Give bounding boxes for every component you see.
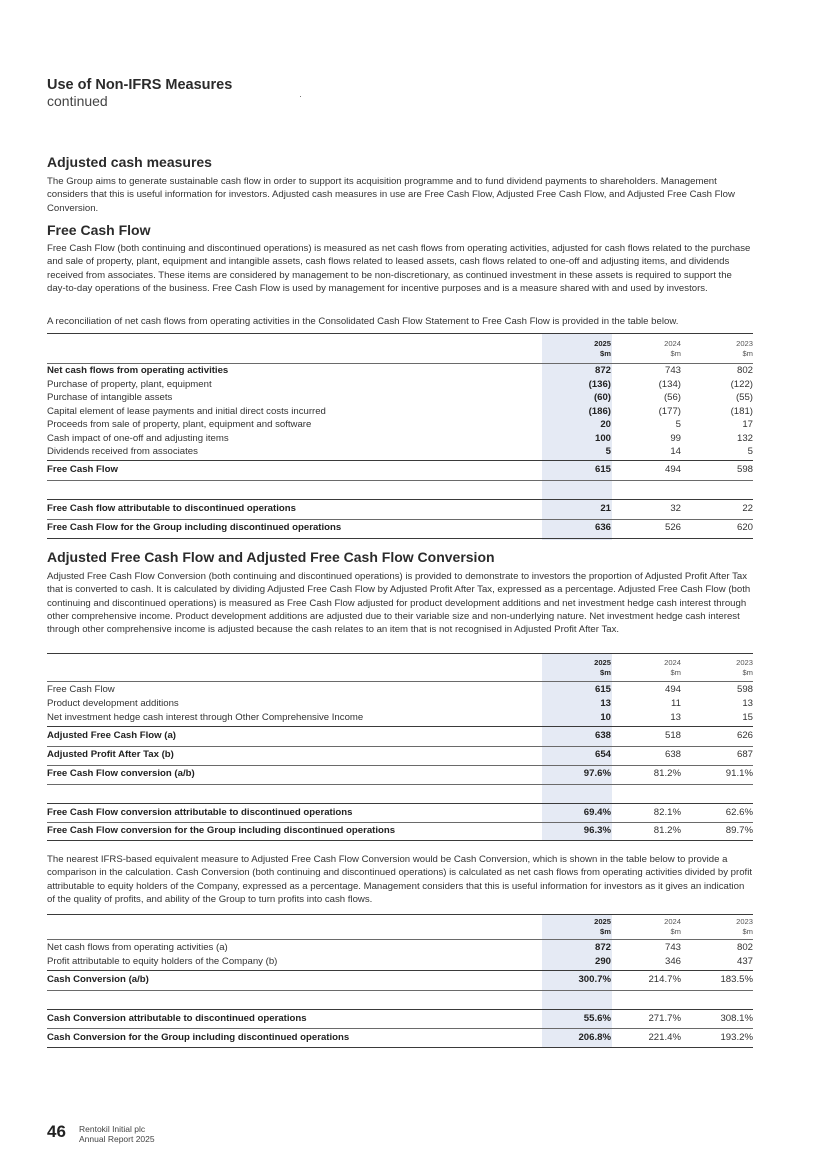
rule bbox=[47, 822, 753, 823]
table-row: Product development additions 13 11 13 bbox=[47, 698, 753, 709]
table-row: Cash Conversion attributable to discontinued operations 55.6% 271.7% 308.1% bbox=[47, 1013, 753, 1024]
table-row: Cash impact of one-off and adjusting items 100 99 132 bbox=[47, 432, 753, 444]
company-name: Rentokil Initial plc bbox=[79, 1124, 146, 1134]
rule bbox=[47, 499, 753, 500]
heading-free-cash-flow: Free Cash Flow bbox=[47, 222, 151, 238]
rule bbox=[47, 784, 753, 785]
table-row: Net cash flows from operating activities (a) 872 743 802 bbox=[47, 942, 753, 953]
rule bbox=[47, 460, 753, 461]
rule bbox=[47, 480, 753, 481]
rule bbox=[47, 1009, 753, 1010]
rule bbox=[47, 914, 753, 915]
rule bbox=[47, 1047, 753, 1048]
column-headers: 2025 $m 2024 $m 2023 $m bbox=[594, 917, 753, 936]
rule bbox=[47, 746, 753, 747]
rule bbox=[47, 726, 753, 727]
table-row: Adjusted Free Cash Flow (a) 638 518 626 bbox=[47, 730, 753, 741]
footer-company bbox=[79, 1124, 155, 1144]
page-subtitle: continued bbox=[47, 93, 108, 109]
paragraph-reconciliation-intro: A reconciliation of net cash flows from operating activities in the Consolidated Cash Flow Statement to Free Cash Flow is provided in the table below. bbox=[47, 316, 679, 327]
paragraph-cash-conversion: The nearest IFRS-based equivalent measure to Adjusted Free Cash Flow Conversion would be Cash Conversion, which is shown in the table below to provide a comparison in the calculation. Cash Conversion (both continuing and discontinued operations) is calculated as net cash flows from operating activities divided by profit attributable to equity holders of the Company, expressed as a percentage. Management considers that this is useful information for investors as it gives an indication of the quality of profits, and ability of the Group to turn profits into cash flows. bbox=[47, 854, 752, 905]
rule bbox=[47, 990, 753, 991]
table-row: Free Cash Flow conversion for the Group including discontinued operations 96.3% 81.2% 89.7% bbox=[47, 825, 753, 836]
rule bbox=[47, 333, 753, 334]
table-row: Purchase of property, plant, equipment (136) (134) (122) bbox=[47, 378, 753, 390]
rule bbox=[47, 765, 753, 766]
heading-adjusted-free-cash-flow: Adjusted Free Cash Flow and Adjusted Free Cash Flow Conversion bbox=[47, 549, 495, 565]
rule bbox=[47, 803, 753, 804]
table-row: Net cash flows from operating activities 872 743 802 bbox=[47, 365, 753, 376]
table-row: Dividends received from associates 5 14 5 bbox=[47, 446, 753, 457]
paragraph-adjusted-cash: The Group aims to generate sustainable cash flow in order to support its acquisition programme and to fund dividend payments to shareholders. Management considers that this is useful information for investors. Adjusted cash measures in use are Free Cash Flow, Adjusted Free Cash Flow, and Adjusted Free Cash Flow Conversion. bbox=[47, 176, 735, 214]
heading-adjusted-cash-measures: Adjusted cash measures bbox=[47, 154, 212, 170]
table-row: Capital element of lease payments and initial direct costs incurred (186) (177) (181) bbox=[47, 405, 753, 417]
rule bbox=[47, 1028, 753, 1029]
rule bbox=[47, 519, 753, 520]
page-title: Use of Non-IFRS Measures bbox=[47, 77, 233, 93]
table-row: Free Cash Flow 615 494 598 bbox=[47, 684, 753, 695]
report-name: Annual Report 2025 bbox=[79, 1134, 155, 1144]
rule bbox=[47, 653, 753, 654]
rule bbox=[47, 538, 753, 539]
table-row: Cash Conversion (a/b) 300.7% 214.7% 183.5% bbox=[47, 974, 753, 985]
stray-dot bbox=[300, 96, 301, 97]
table-row: Proceeds from sale of property, plant, equipment and software 20 5 17 bbox=[47, 419, 753, 430]
rule bbox=[47, 939, 753, 940]
table-row: Cash Conversion for the Group including discontinued operations 206.8% 221.4% 193.2% bbox=[47, 1032, 753, 1043]
table-row: Free Cash flow attributable to discontinued operations 21 32 22 bbox=[47, 503, 753, 514]
page-number: 46 bbox=[47, 1122, 66, 1141]
table-row: Free Cash Flow conversion attributable to discontinued operations 69.4% 82.1% 62.6% bbox=[47, 807, 753, 818]
table-row: Net investment hedge cash interest through Other Comprehensive Income 10 13 15 bbox=[47, 711, 753, 723]
table-row: Free Cash Flow 615 494 598 bbox=[47, 464, 753, 475]
rule bbox=[47, 681, 753, 682]
table-row: Adjusted Profit After Tax (b) 654 638 687 bbox=[47, 749, 753, 760]
rule bbox=[47, 840, 753, 841]
table-row: Purchase of intangible assets (60) (56) (55) bbox=[47, 392, 753, 403]
paragraph-adjusted-free-cash-flow: Adjusted Free Cash Flow Conversion (both continuing and discontinued operations) is provided to demonstrate to investors the proportion of Adjusted Profit After Tax that is converted to cash. It is calculated by dividing Adjusted Free Cash Flow by Adjusted Profit After Tax, expressed as a percentage. Adjusted Free Cash Flow (both continuing and discontinued operations) is measured as Free Cash Flow adjusted for product development additions and net investment hedge cash interest through other comprehensive income. Product development additions are adjusted due to their variable size and non-underlying nature. Net investment hedge cash interest through other comprehensive income is adjusted because the cash relates to an item that is not recognised in Adjusted Profit After Tax. bbox=[47, 571, 751, 636]
column-headers: 2025 $m 2024 $m 2023 $m bbox=[594, 339, 753, 358]
table-row: Free Cash Flow conversion (a/b) 97.6% 81.2% 91.1% bbox=[47, 768, 753, 779]
rule bbox=[47, 970, 753, 971]
paragraph-free-cash-flow: Free Cash Flow (both continuing and discontinued operations) is measured as net cash flows from operating activities, adjusted for cash flows related to the purchase and sale of property, plant, equipment and intangible assets, cash flows related to leased assets, cash flows related to one-off and adjusting items, and dividends received from associates. These items are considered by management to be non-discretionary, as continued investment in these assets is required to support the day-to-day operations of the business. Free Cash Flow is used by management for incentive purposes and is a measure shared with and used by investors. bbox=[47, 243, 751, 294]
table-row: Free Cash Flow for the Group including discontinued operations 636 526 620 bbox=[47, 522, 753, 533]
column-headers: 2025 $m 2024 $m 2023 $m bbox=[594, 658, 753, 677]
table-row: Profit attributable to equity holders of the Company (b) 290 346 437 bbox=[47, 955, 753, 967]
